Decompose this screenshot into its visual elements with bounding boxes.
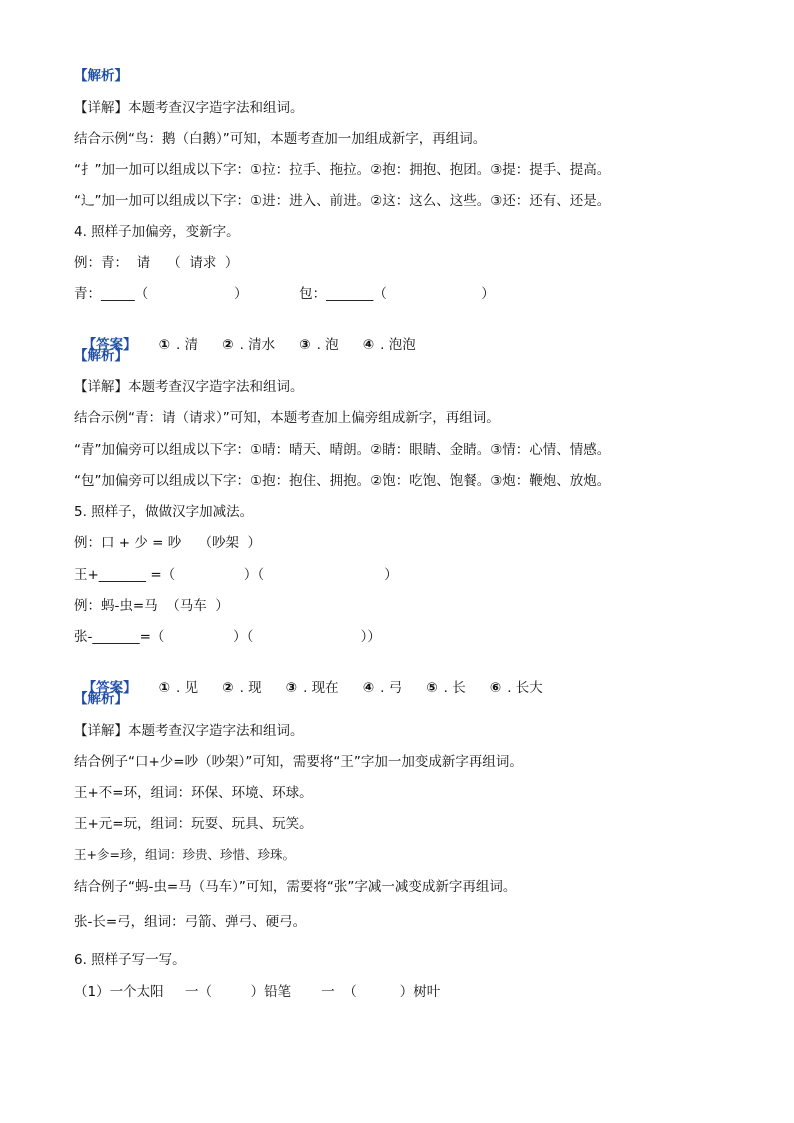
detail-line: “包”加偏旁可以组成以下字：①抱：抱住、拥抱。②饱：吃饱、饱餐。③炮：鞭炮、放炮。 (74, 473, 611, 489)
detail-line: 王+㐱=珍，组词：珍贵、珍惜、珍珠。 (74, 847, 295, 862)
detail-line: 张-长=弓，组词：弓箭、弹弓、硬弓。 (74, 914, 307, 930)
analysis-heading: 【解析】 (74, 691, 128, 707)
detail-line: 结合例子“蚂-虫=马（马车）”可知，需要将“张”字减一减变成新字再组词。 (74, 879, 517, 895)
question-title: 6. 照样子写一写。 (74, 952, 186, 968)
answer-tag: 【答案】 (82, 680, 137, 696)
answer-text: . 见 (176, 680, 199, 696)
question-blanks: 王+_______ =（ ）（ ） (74, 567, 398, 583)
answer-number: ② (222, 680, 234, 696)
answer-number: ① (158, 337, 171, 353)
detail-line: “青”加偏旁可以组成以下字：①晴：晴天、晴朗。②睛：眼睛、金睛。③情：心情、情感。 (74, 442, 611, 458)
analysis-heading: 【解析】 (74, 68, 128, 84)
example-line: 例：蚂-虫=马 （马车 ） (74, 598, 229, 614)
detail-line: 【详解】本题考查汉字造字法和组词。 (74, 379, 304, 395)
answer-text: . 泡泡 (380, 337, 416, 353)
answer-text: . 现在 (303, 680, 339, 696)
answer-number: ④ (362, 337, 375, 353)
answer-number: ④ (362, 680, 375, 696)
answer-text: . 长大 (507, 680, 543, 696)
question-title: 4. 照样子加偏旁，变新字。 (74, 224, 240, 240)
answer-text: . 现 (239, 680, 262, 696)
answer-text: . 泡 (316, 337, 339, 353)
example-line: 例：青： 请 （ 请求 ） (74, 255, 239, 271)
question-blanks: 青：_____（ ） 包：_______（ ） (74, 286, 495, 302)
answer-row (74, 658, 567, 698)
detail-line: 【详解】本题考查汉字造字法和组词。 (74, 100, 304, 116)
analysis-heading: 【解析】 (74, 348, 128, 364)
example-line: 例：口 + 少 = 吵 （吵架 ） (74, 535, 262, 551)
answer-row (74, 315, 440, 355)
question-blanks: （1）一个太阳 一（ ）铅笔 一 （ ）树叶 (74, 984, 441, 1000)
answer-number: ③ (299, 337, 311, 353)
answer-text: . 清 (176, 337, 199, 353)
answer-number: ⑤ (426, 680, 438, 696)
detail-line: 结合示例“鸟：鹅（白鹅）”可知，本题考查加一加组成新字，再组词。 (74, 131, 487, 147)
detail-line: “辶”加一加可以组成以下字：①进：进入、前进。②这：这么、这些。③还：还有、还是。 (74, 193, 611, 209)
detail-line: 【详解】本题考查汉字造字法和组词。 (74, 723, 304, 739)
answer-number: ⑥ (489, 680, 502, 696)
answer-tag: 【答案】 (82, 337, 137, 353)
answer-text: . 弓 (380, 680, 403, 696)
detail-line: 结合示例“青：请（请求）”可知，本题考查加上偏旁组成新字，再组词。 (74, 410, 500, 426)
question-blanks: 张-_______=（ ）（ ）） (74, 629, 381, 645)
answer-text: . 长 (443, 680, 466, 696)
answer-number: ① (158, 680, 171, 696)
detail-line: 结合例子“口+少=吵（吵架）”可知，需要将“王”字加一加变成新字再组词。 (74, 754, 523, 770)
answer-text: . 清水 (239, 337, 276, 353)
detail-line: 王+元=玩，组词：玩耍、玩具、玩笑。 (74, 816, 313, 832)
question-title: 5. 照样子，做做汉字加减法。 (74, 504, 254, 520)
answer-number: ③ (285, 680, 298, 696)
detail-line: “扌”加一加可以组成以下字：①拉：拉手、拖拉。②抱：拥抱、抱团。③提：提手、提高。 (74, 162, 611, 178)
answer-number: ② (222, 337, 234, 353)
detail-line: 王+不=环，组词：环保、环境、环球。 (74, 785, 313, 801)
